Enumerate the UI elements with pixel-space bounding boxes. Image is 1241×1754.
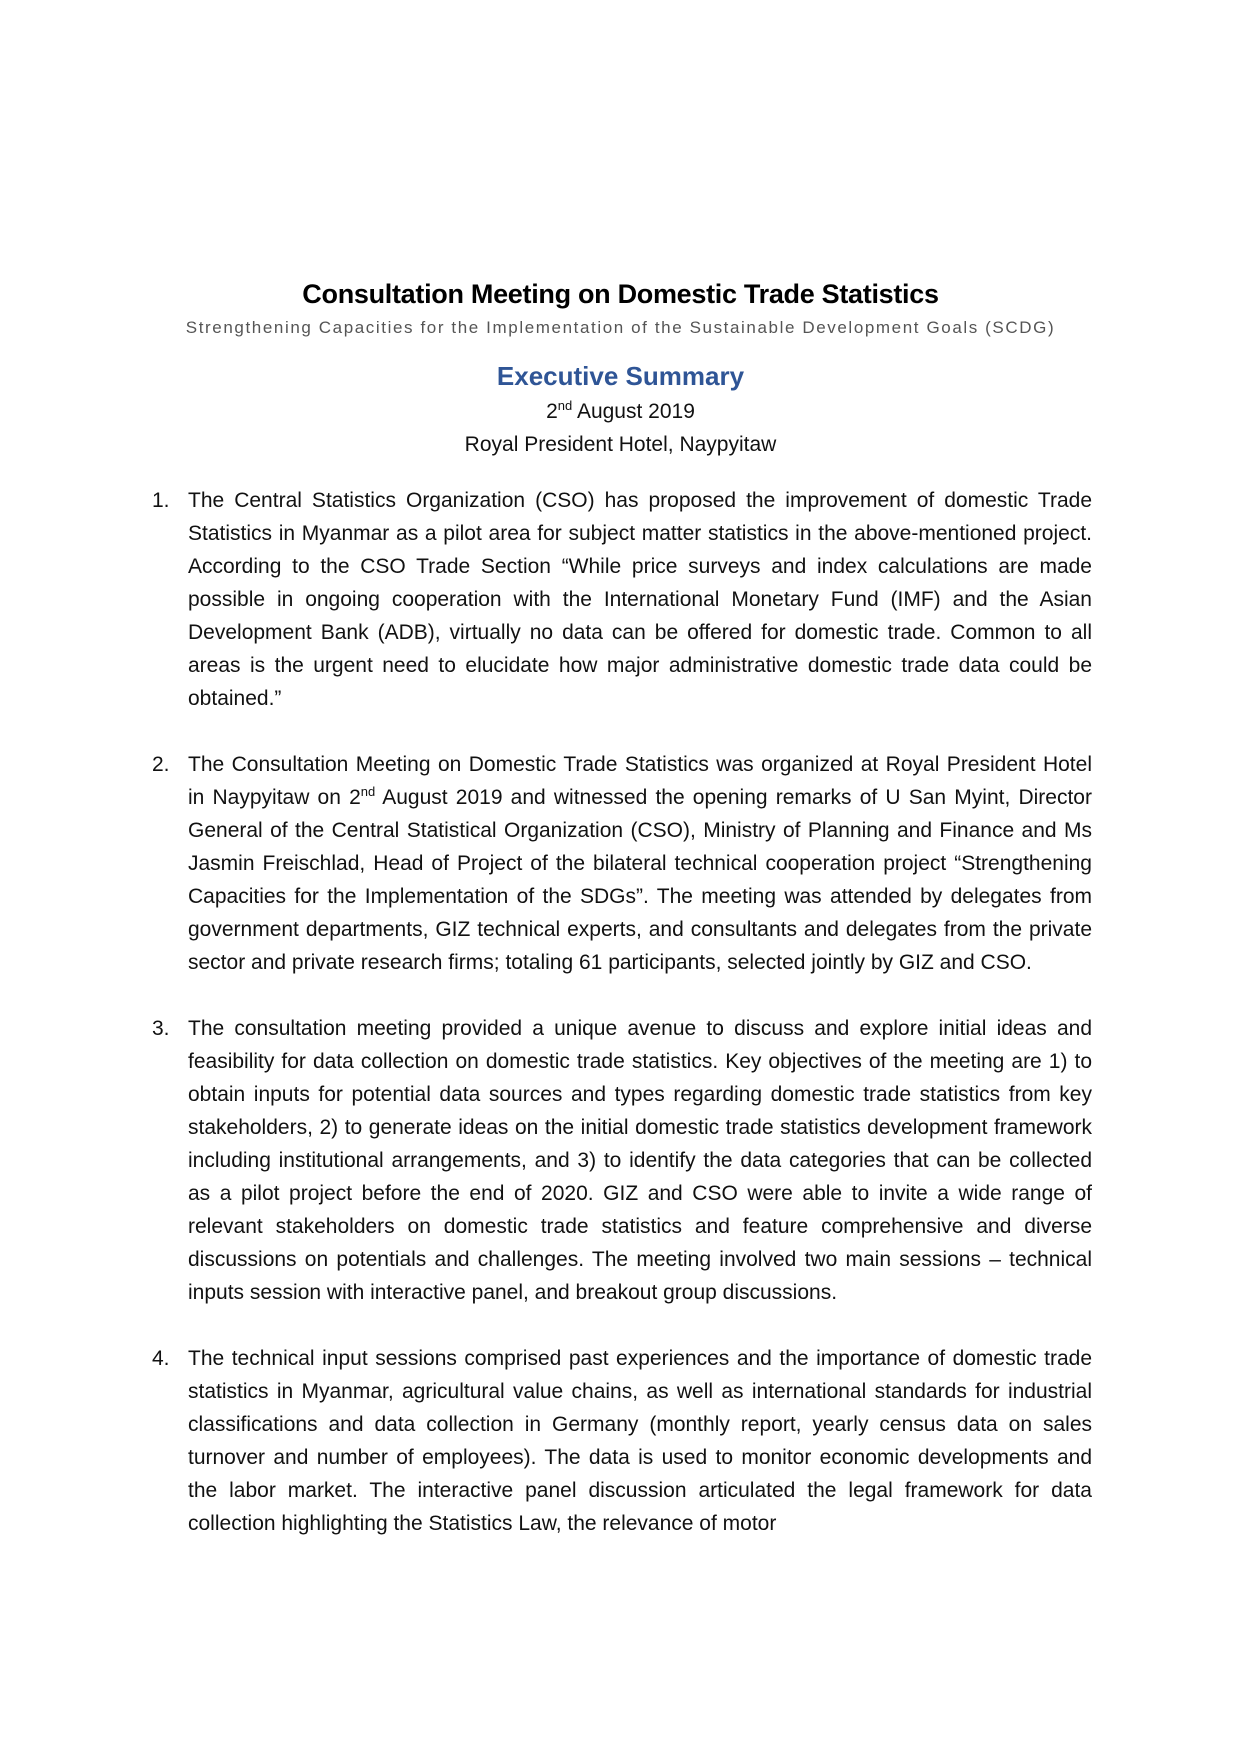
list-item xyxy=(152,1342,1092,1540)
item-text-part: The Consultation Meeting on Domestic Trade Statistics was organized at Royal President Hotel in Naypyitaw on 2 xyxy=(188,753,1092,809)
list-item xyxy=(152,484,1092,715)
item-number: 2. xyxy=(152,753,170,776)
item-text: The Central Statistics Organization (CSO) has proposed the improvement of domestic Trade Statistics in Myanmar as a pilot area for subject matter statistics in the above-mentioned project. According to the CSO Trade Section “While price surveys and index calculations are made possible in ongoing cooperation with the International Monetary Fund (IMF) and the Asian Development Bank (ADB), virtually no data can be offered for domestic trade. Common to all areas is the urgent need to elucidate how major administrative domestic trade data could be obtained.” xyxy=(188,489,1092,710)
item-number: 1. xyxy=(152,489,170,512)
section-heading: Executive Summary xyxy=(496,361,745,391)
item-text: The consultation meeting provided a unique avenue to discuss and explore initial ideas and feasibility for data collection on domestic trade statistics. Key objectives of the meeting are 1) to obtain inputs for potential data sources and types regarding domestic trade statistics from key stakeholders, 2) to generate ideas on the initial domestic trade statistics development framework including institutional arrangements, and 3) to identify the data categories that can be collected as a pilot project before the end of 2020. GIZ and CSO were able to invite a wide range of relevant stakeholders on domestic trade statistics and feature comprehensive and diverse discussions on potentials and challenges. The meeting involved two main sessions – technical inputs session with interactive panel, and breakout group discussions. xyxy=(188,1017,1092,1304)
date-month-year: August 2019 xyxy=(572,400,695,423)
meeting-date xyxy=(0,400,1241,424)
list-item xyxy=(152,1012,1092,1309)
item-text xyxy=(188,748,1092,979)
item-number: 3. xyxy=(152,1017,170,1040)
ordinal-suffix: nd xyxy=(360,784,376,799)
date-ordinal-suffix: nd xyxy=(557,398,573,413)
item-text: The technical input sessions comprised past experiences and the importance of domestic trade statistics in Myanmar, agricultural value chains, as well as international standards for industrial classifications and data collection in Germany (monthly report, yearly census data on sales turnover and number of employees). The data is used to monitor economic developments and the labor market. The interactive panel discussion articulated the legal framework for data collection highlighting the Statistics Law, the relevance of motor xyxy=(188,1347,1092,1535)
meeting-venue: Royal President Hotel, Naypyitaw xyxy=(464,433,777,456)
list-item xyxy=(152,748,1092,979)
document-title: Consultation Meeting on Domestic Trade Statistics xyxy=(302,279,939,309)
item-number: 4. xyxy=(152,1347,170,1370)
document-subtitle: Strengthening Capacities for the Implementation of the Sustainable Development Goals (SCDG) xyxy=(185,318,1056,337)
item-text-part: August 2019 and witnessed the opening remarks of U San Myint, Director General of the Central Statistical Organization (CSO), Ministry of Planning and Finance and Ms Jasmin Freischlad, Head of Project of the bilateral technical cooperation project “Strengthening Capacities for the Implementation of the SDGs”. The meeting was attended by delegates from government departments, GIZ technical experts, and consultants and delegates from the private sector and private research firms; totaling 61 participants, selected jointly by GIZ and CSO. xyxy=(188,786,1092,974)
date-day: 2 xyxy=(546,400,558,423)
summary-list xyxy=(152,484,1092,1573)
